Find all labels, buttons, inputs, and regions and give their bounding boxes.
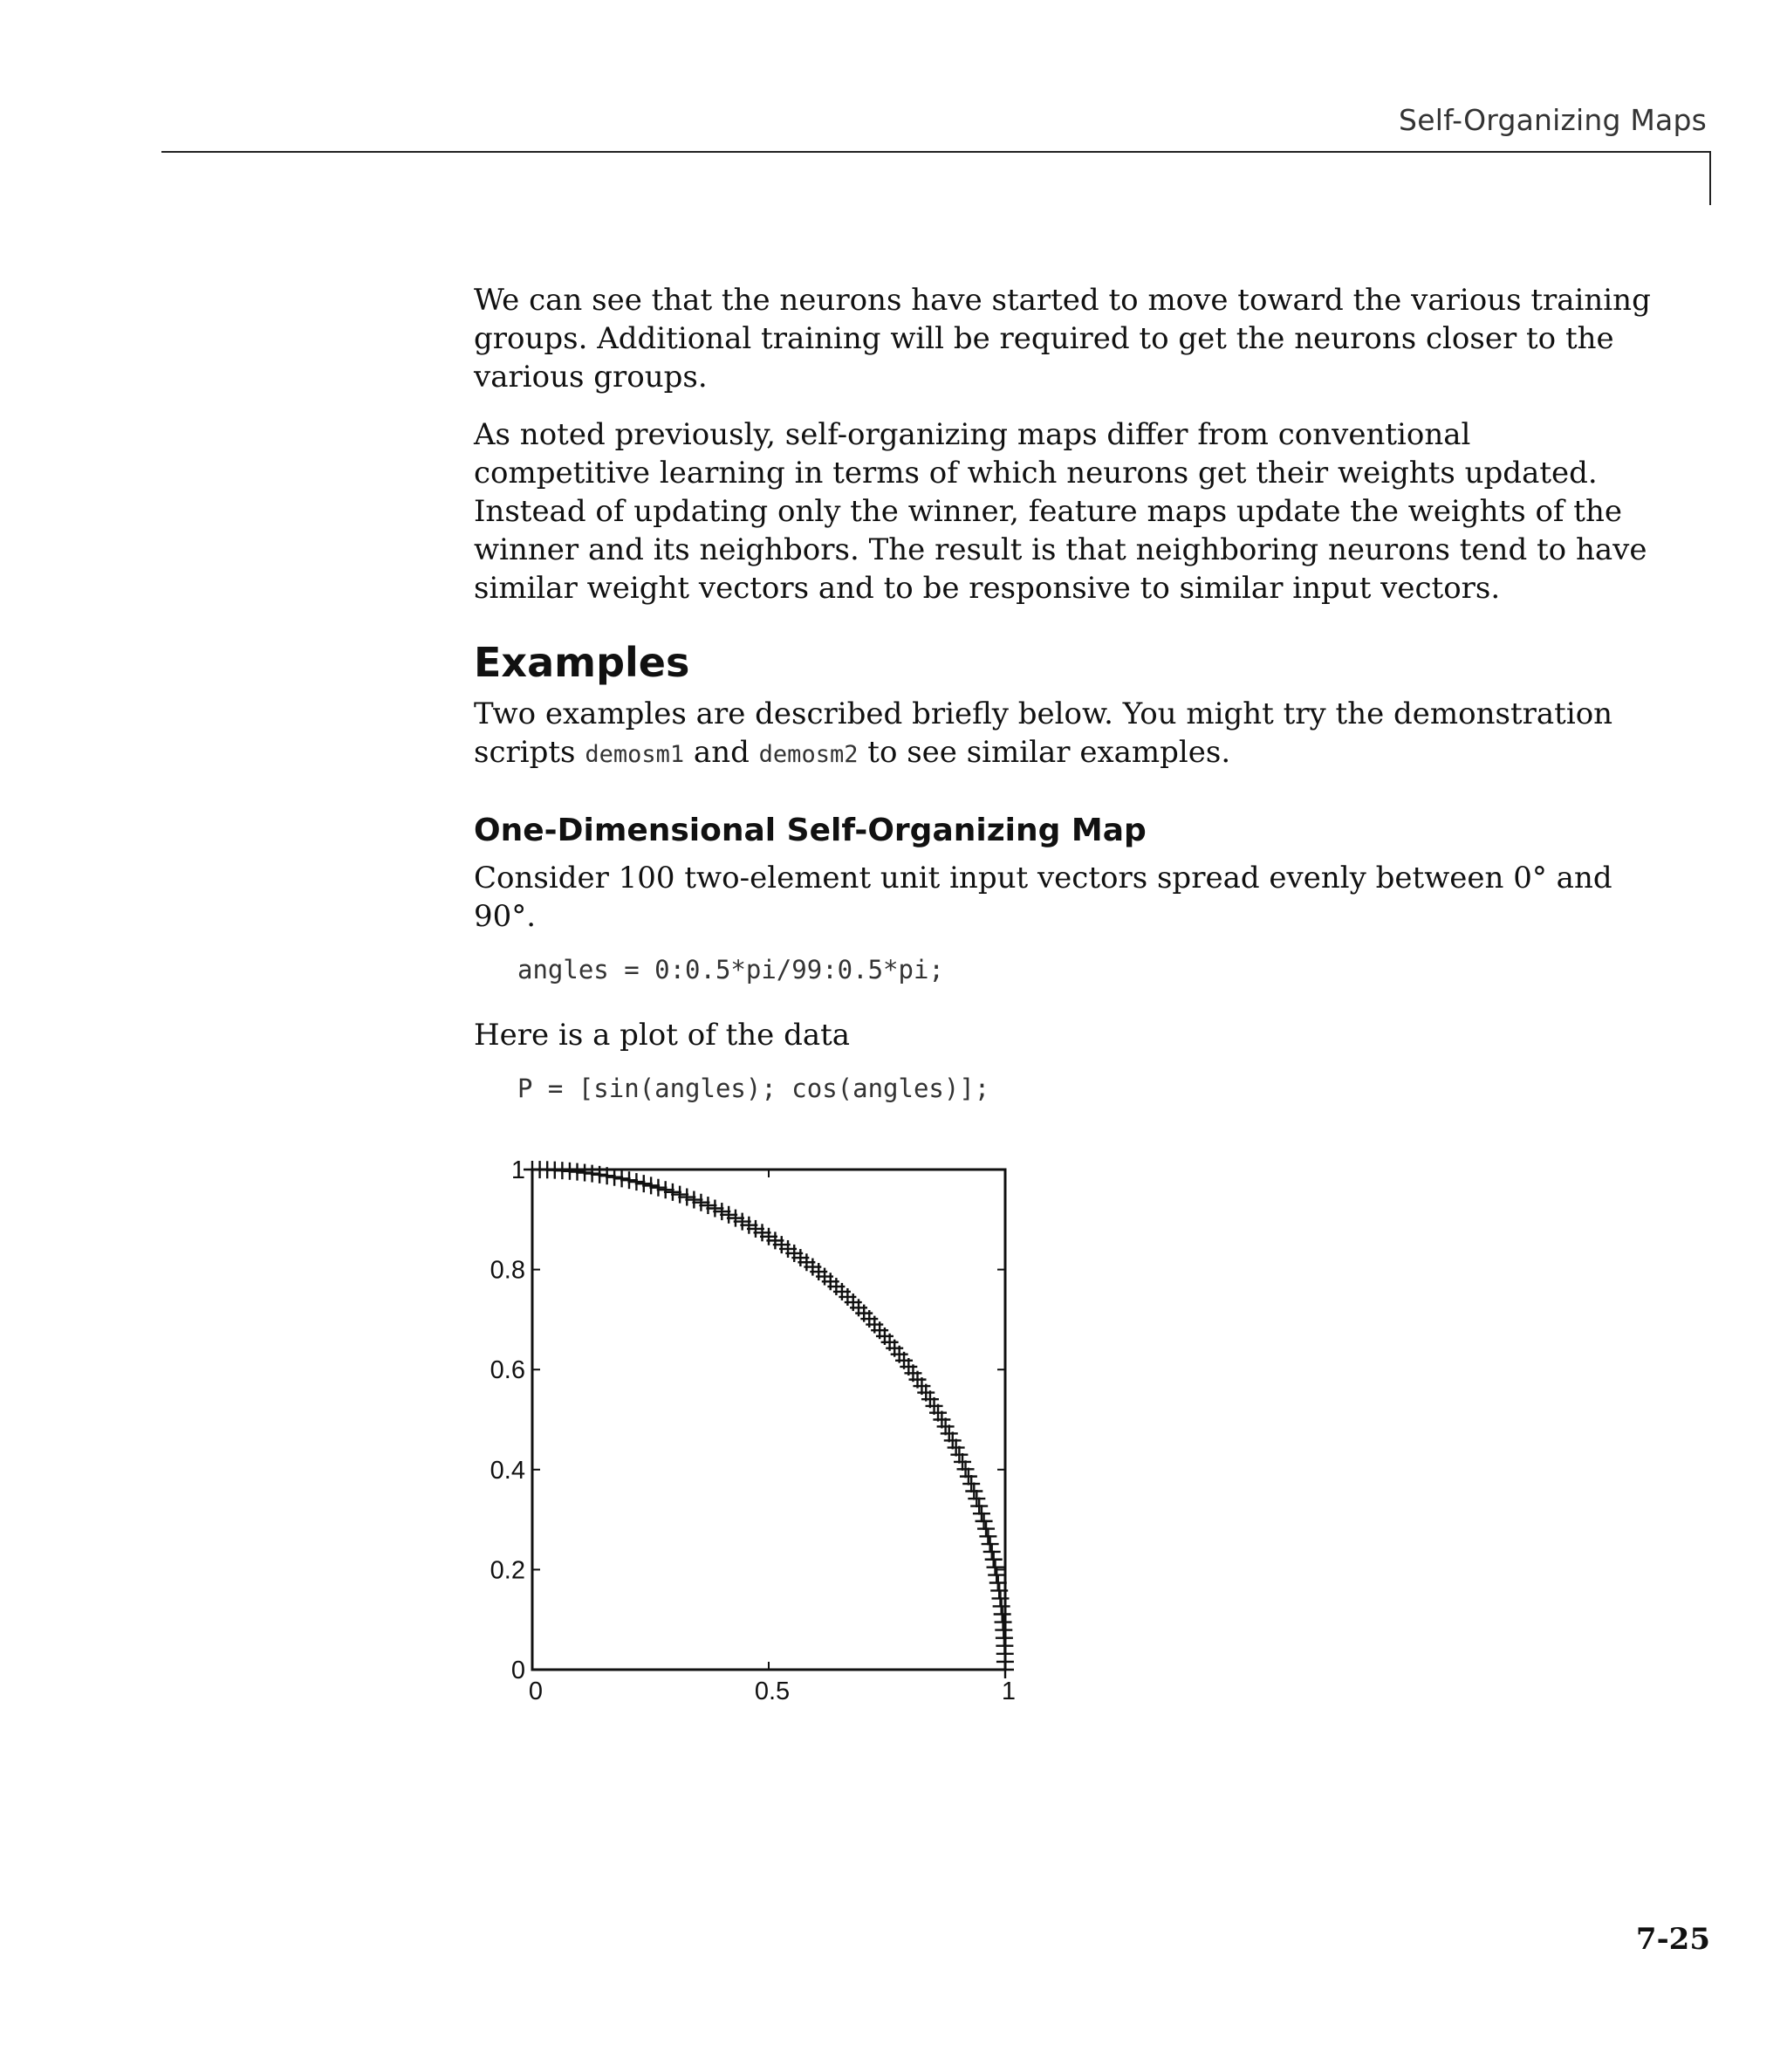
x-tick-label: 1 [1001, 1677, 1017, 1705]
data-point-marker [620, 1171, 638, 1189]
data-point-marker [657, 1181, 674, 1198]
y-tick-label: 0.4 [490, 1456, 525, 1485]
data-point-marker [635, 1175, 653, 1192]
data-point-marker [983, 1543, 1001, 1561]
header-rule [161, 151, 1711, 153]
data-point-marker [606, 1169, 623, 1186]
examples-intro-text-1: Two examples are described briefly below. You might try the demonstration scripts [474, 696, 1613, 770]
code-demosm1: demosm1 [585, 741, 685, 768]
x-tick-label: 0 [528, 1677, 544, 1705]
data-point-marker [985, 1551, 1003, 1568]
running-header: Self-Organizing Maps [1399, 103, 1707, 137]
data-point-marker [613, 1170, 631, 1187]
code-angles: angles = 0:0.5*pi/99:0.5*pi; [517, 955, 944, 985]
paragraph-training-progress: We can see that the neurons have started to move toward the various training groups. Additional training will be required to get the neurons closer to the various groups. [474, 283, 1651, 395]
paragraph-examples-intro [474, 695, 1652, 774]
y-tick-label: 0.2 [490, 1556, 525, 1585]
data-point-marker [976, 1513, 993, 1530]
data-point-marker [977, 1520, 995, 1538]
paragraph-input-vectors: Consider 100 two-element unit input vectors spread evenly between 0° and 90°. [474, 861, 1612, 934]
paragraph-plot-intro: Here is a plot of the data [474, 1018, 851, 1053]
data-point-marker [627, 1173, 645, 1190]
header-rule-tick [1709, 151, 1711, 205]
code-p-definition: P = [sin(angles); cos(angles)]; [517, 1074, 990, 1103]
data-point-marker [649, 1179, 667, 1197]
tick-labels [490, 1156, 1016, 1705]
y-tick-label: 0.8 [490, 1256, 525, 1285]
page-content [474, 281, 1652, 1135]
plot-svg [471, 1152, 1030, 1728]
data-point-marker [970, 1498, 988, 1515]
data-point-marker [996, 1661, 1014, 1678]
y-tick-label: 0 [510, 1657, 525, 1684]
data-point-marker [642, 1177, 660, 1194]
x-tick-label: 0.5 [754, 1677, 791, 1705]
data-point-marker [973, 1505, 990, 1522]
subsection-title-one-dim-som: One-Dimensional Self-Organizing Map [474, 813, 1147, 848]
y-tick-label: 1 [510, 1156, 525, 1184]
y-tick-label: 0.6 [490, 1356, 525, 1385]
examples-intro-text-3: to see similar examples. [858, 735, 1231, 770]
code-demosm2: demosm2 [758, 741, 859, 768]
page-number: 7-25 [1635, 1922, 1710, 1957]
data-plot [471, 1152, 1030, 1728]
section-title-examples: Examples [474, 639, 690, 686]
examples-intro-text-2: and [684, 735, 759, 770]
data-point-marker [979, 1527, 996, 1545]
data-point-marker [584, 1165, 601, 1183]
data-point-marker [987, 1559, 1004, 1576]
data-markers [524, 1161, 1014, 1678]
data-point-marker [982, 1535, 999, 1553]
paragraph-som-difference: As noted previously, self-organizing maps differ from conventional competitive learning in terms of which neurons get their weights updated. Instead of updating only the winner, feature maps update the weights of the winner and its neighbors. The result is that neighboring neurons tend to have similar weight vectors and to be responsive to similar input vectors. [474, 417, 1647, 606]
